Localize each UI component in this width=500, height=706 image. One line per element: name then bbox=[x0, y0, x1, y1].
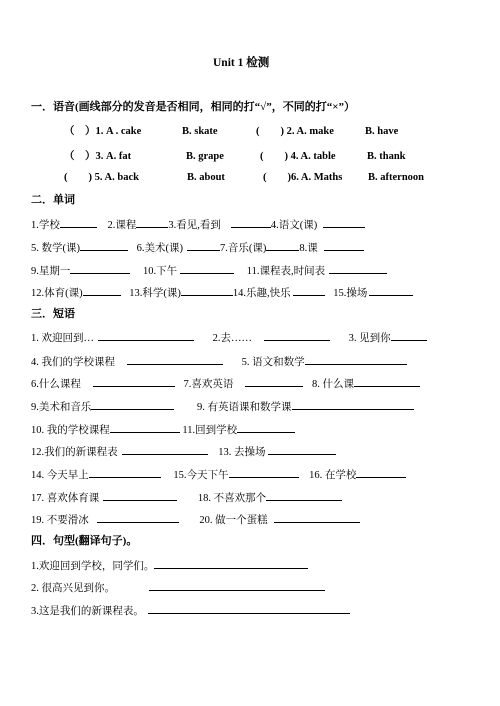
answer-blank[interactable] bbox=[181, 285, 233, 296]
phrase-item: 15.今天下午 bbox=[173, 470, 229, 481]
answer-blank[interactable] bbox=[293, 285, 325, 296]
answer-blank[interactable] bbox=[391, 330, 427, 341]
word-item: 4.语文(课) bbox=[270, 220, 318, 231]
word-item: 15.操场 bbox=[333, 288, 368, 299]
section-1-heading: 一．语音(画线部分的发音是否相同，相同的打“√”，不同的打“×”） bbox=[31, 101, 355, 113]
answer-blank[interactable] bbox=[356, 467, 406, 478]
sentence-line-3 bbox=[31, 603, 350, 618]
phrase-item: 10. 我的学校课程 bbox=[31, 425, 110, 436]
answer-blank[interactable] bbox=[323, 217, 365, 228]
answer-blank[interactable] bbox=[229, 467, 299, 478]
answer-blank[interactable] bbox=[127, 354, 223, 365]
phrase-item: 2.去…… bbox=[212, 333, 252, 344]
sentence-item: 3.这是我们的新课程表。 bbox=[31, 606, 144, 617]
answer-blank[interactable] bbox=[98, 330, 194, 341]
phrase-item: 4. 我们的学校课程 bbox=[31, 357, 115, 368]
phrase-line-8 bbox=[31, 490, 342, 505]
page-title: Unit 1 检测 bbox=[213, 57, 270, 69]
word-item: 7.音乐(课) bbox=[220, 243, 267, 254]
answer-blank[interactable] bbox=[154, 558, 308, 569]
word-item: 2.课程 bbox=[107, 220, 137, 231]
phrase-line-9 bbox=[31, 512, 360, 527]
answer-blank[interactable] bbox=[274, 512, 360, 523]
phrase-item: 19. 不要滑冰 bbox=[31, 515, 89, 526]
phrase-item: 20. 做一个蛋糕 bbox=[199, 515, 268, 526]
word-item: 10.下午 bbox=[143, 266, 178, 277]
word-item: 6.美术(课) bbox=[136, 243, 183, 254]
phrase-item: 13. 去操场 bbox=[218, 447, 266, 458]
answer-blank[interactable] bbox=[231, 217, 271, 228]
phrase-item: 7.喜欢英语 bbox=[183, 379, 234, 390]
answer-blank[interactable] bbox=[136, 217, 168, 228]
phonics-q5: ( ) 5. A. back bbox=[64, 172, 139, 183]
sentence-line-2 bbox=[31, 580, 325, 595]
answer-blank[interactable] bbox=[264, 330, 330, 341]
phrase-item: 9.美术和音乐 bbox=[31, 402, 92, 413]
phrase-item: 18. 不喜欢那个 bbox=[197, 493, 267, 504]
phrase-line-7 bbox=[31, 467, 406, 482]
answer-blank[interactable] bbox=[91, 399, 174, 410]
phonics-q2: ( ) 2. A. make bbox=[256, 126, 334, 137]
phonics-q2-b: B. have bbox=[365, 126, 399, 137]
answer-blank[interactable] bbox=[237, 422, 295, 433]
phonics-q4: ( ) 4. A. table bbox=[260, 151, 336, 162]
phrase-item: 9. 有英语课和数学课 bbox=[197, 402, 292, 413]
word-line-3 bbox=[31, 263, 387, 278]
answer-blank[interactable] bbox=[266, 490, 342, 501]
phonics-q6: ( )6. A. Maths bbox=[263, 172, 343, 183]
answer-blank[interactable] bbox=[305, 354, 407, 365]
answer-blank[interactable] bbox=[122, 444, 208, 455]
answer-blank[interactable] bbox=[149, 580, 325, 591]
sentence-item: 1.欢迎回到学校，同学们。 bbox=[31, 561, 155, 572]
phrase-line-1 bbox=[31, 330, 427, 345]
phrase-item: 6.什么课程 bbox=[31, 379, 81, 390]
word-item: 13.科学(课) bbox=[129, 288, 181, 299]
phrase-item: 11.回到学校 bbox=[182, 425, 238, 436]
phrase-item: 16. 在学校 bbox=[309, 470, 357, 481]
phrase-item: 17. 喜欢体育课 bbox=[31, 493, 100, 504]
phrase-item: 1. 欢迎回到… bbox=[31, 333, 94, 344]
sentence-line-1 bbox=[31, 558, 308, 573]
phonics-q1: （ ）1. A . cake bbox=[64, 126, 142, 137]
phonics-q3-b: B. grape bbox=[186, 151, 224, 162]
phonics-q3: （ ）3. A. fat bbox=[64, 151, 132, 162]
section-2-heading: 二．单词 bbox=[31, 194, 75, 206]
answer-blank[interactable] bbox=[70, 263, 130, 274]
word-item: 11.课程表,时间表 bbox=[246, 266, 326, 277]
answer-blank[interactable] bbox=[266, 240, 299, 251]
answer-blank[interactable] bbox=[187, 240, 220, 251]
answer-blank[interactable] bbox=[324, 240, 364, 251]
phonics-q1-b: B. skate bbox=[182, 126, 218, 137]
answer-blank[interactable] bbox=[83, 285, 121, 296]
word-line-2 bbox=[31, 240, 364, 255]
word-item: 8.课 bbox=[299, 243, 318, 254]
word-item: 12.体育(课) bbox=[31, 288, 83, 299]
phrase-item: 8. 什么课 bbox=[312, 379, 354, 390]
phrase-item: 3. 见到你 bbox=[348, 333, 391, 344]
section-4-heading: 四．句型(翻译句子)。 bbox=[31, 535, 138, 547]
answer-blank[interactable] bbox=[97, 512, 179, 523]
phrase-line-5 bbox=[31, 422, 295, 437]
answer-blank[interactable] bbox=[103, 490, 177, 501]
word-item: 14.乐趣,快乐 bbox=[232, 288, 291, 299]
phrase-line-2 bbox=[31, 354, 407, 369]
phonics-q6-b: B. afternoon bbox=[368, 172, 424, 183]
section-3-heading: 三．短语 bbox=[31, 308, 75, 320]
phrase-line-3 bbox=[31, 376, 420, 391]
answer-blank[interactable] bbox=[268, 444, 336, 455]
answer-blank[interactable] bbox=[110, 422, 180, 433]
answer-blank[interactable] bbox=[60, 217, 97, 228]
answer-blank[interactable] bbox=[89, 467, 161, 478]
answer-blank[interactable] bbox=[148, 603, 350, 614]
phrase-item: 14. 今天早上 bbox=[31, 470, 89, 481]
word-line-4 bbox=[31, 285, 413, 300]
answer-blank[interactable] bbox=[80, 240, 128, 251]
phrase-line-4 bbox=[31, 399, 414, 414]
answer-blank[interactable] bbox=[180, 263, 234, 274]
phrase-item: 12.我们的新课程表 bbox=[31, 447, 118, 458]
phonics-q5-b: B. about bbox=[187, 172, 225, 183]
answer-blank[interactable] bbox=[369, 285, 413, 296]
answer-blank[interactable] bbox=[329, 263, 387, 274]
word-item: 5. 数学(课) bbox=[31, 243, 80, 254]
answer-blank[interactable] bbox=[93, 376, 175, 387]
word-line-1 bbox=[31, 217, 365, 232]
answer-blank[interactable] bbox=[245, 376, 303, 387]
phrase-item: 5. 语文和数学 bbox=[241, 357, 305, 368]
phrase-line-6 bbox=[31, 444, 336, 459]
word-item: 1.学校 bbox=[31, 220, 60, 231]
word-item: 3.看见,看到 bbox=[168, 220, 221, 231]
phonics-q4-b: B. thank bbox=[367, 151, 406, 162]
answer-blank[interactable] bbox=[292, 399, 414, 410]
answer-blank[interactable] bbox=[354, 376, 420, 387]
sentence-item: 2. 很高兴见到你。 bbox=[31, 583, 115, 594]
word-item: 9.星期一 bbox=[31, 266, 71, 277]
